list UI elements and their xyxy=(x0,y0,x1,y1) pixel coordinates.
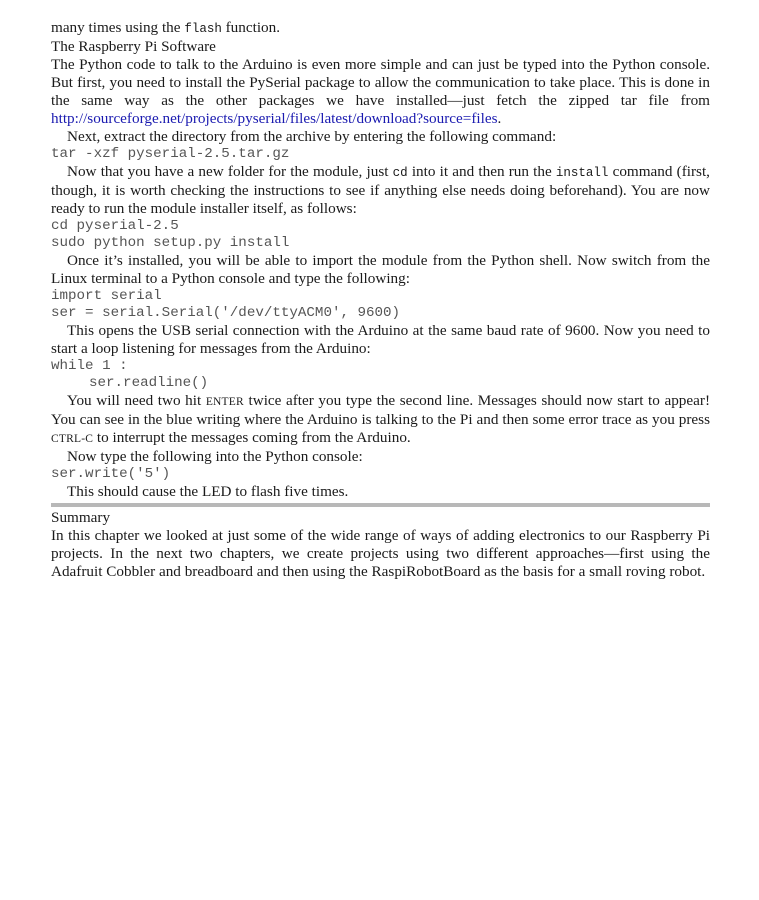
code-import-serial: import serial xyxy=(51,288,162,304)
text: You will need two hit xyxy=(67,392,206,409)
inline-code-flash: flash xyxy=(184,22,222,36)
key-enter: ENTER xyxy=(205,396,244,408)
text: Now that you have a new folder for the module, just xyxy=(67,163,393,180)
pyserial-download-link[interactable]: http://sourceforge.net/projects/pyserial/files/latest/download?source=files xyxy=(51,110,498,127)
section-heading-summary: Summary xyxy=(51,509,111,526)
code-serial-open: ser = serial.Serial('/dev/ttyACM0', 9600) xyxy=(51,305,401,321)
code-readline: ser.readline() xyxy=(89,375,209,391)
section-heading-raspberry-pi-software: The Raspberry Pi Software xyxy=(51,38,216,55)
text: . xyxy=(497,110,502,127)
code-ser-write: ser.write('5') xyxy=(51,466,171,482)
text: function. xyxy=(221,19,281,36)
code-tar-command: tar -xzf pyserial-2.5.tar.gz xyxy=(51,146,290,162)
key-ctrl-c: CTRL-C xyxy=(51,433,94,445)
paragraph-cd-install xyxy=(51,163,710,218)
inline-code-cd: cd xyxy=(392,166,408,180)
text: The Python code to talk to the Arduino is even more simple and can just be typed into the Python console. But first, you need to install the PySerial package to allow the communication to take place. This is done in the same way as the other packages we have installed—just fetch the zipped tar file from xyxy=(51,56,710,109)
paragraph-enter-twice xyxy=(51,392,710,448)
text: to interrupt the messages coming from the Arduino. xyxy=(93,429,411,446)
paragraph-usb-serial: This opens the USB serial connection with the Arduino at the same baud rate of 9600. Now you need to start a loop listening for messages from the Arduino: xyxy=(51,322,710,357)
paragraph-pyserial-intro xyxy=(51,56,710,128)
paragraph-led-flash: This should cause the LED to flash five times. xyxy=(67,483,349,500)
text: twice after you type the second line. Messages should now start to appear! You can see in the blue writing where the Arduino is talking to the Pi and then some error trace as you press xyxy=(51,392,711,428)
code-setup-install: sudo python setup.py install xyxy=(51,235,290,251)
text: many times using the xyxy=(51,19,185,36)
text: command (first, though, it is worth checking the instructions to see if anything else needs doing beforehand). You are now ready to run the module installer itself, as follows: xyxy=(51,163,710,217)
paragraph-import-module: Once it’s installed, you will be able to import the module from the Python shell. Now switch from the Linux terminal to a Python console and type the following: xyxy=(51,252,710,287)
paragraph-type-following: Now type the following into the Python console: xyxy=(67,448,363,465)
code-cd-pyserial: cd pyserial-2.5 xyxy=(51,218,179,234)
text: into it and then run the xyxy=(407,163,556,180)
document-page xyxy=(51,19,710,581)
paragraph-flash-function xyxy=(51,19,710,38)
inline-code-install: install xyxy=(555,166,609,180)
section-divider xyxy=(51,503,710,507)
code-while-loop: while 1 : xyxy=(51,358,128,374)
paragraph-extract-directory: Next, extract the directory from the archive by entering the following command: xyxy=(67,128,557,145)
paragraph-summary: In this chapter we looked at just some of the wide range of ways of adding electronics to our Raspberry Pi projects. In the next two chapters, we create projects using two different approaches—first using the Adafruit Cobbler and breadboard and then using the RaspiRobotBoard as the basis for a small roving robot. xyxy=(51,527,710,580)
